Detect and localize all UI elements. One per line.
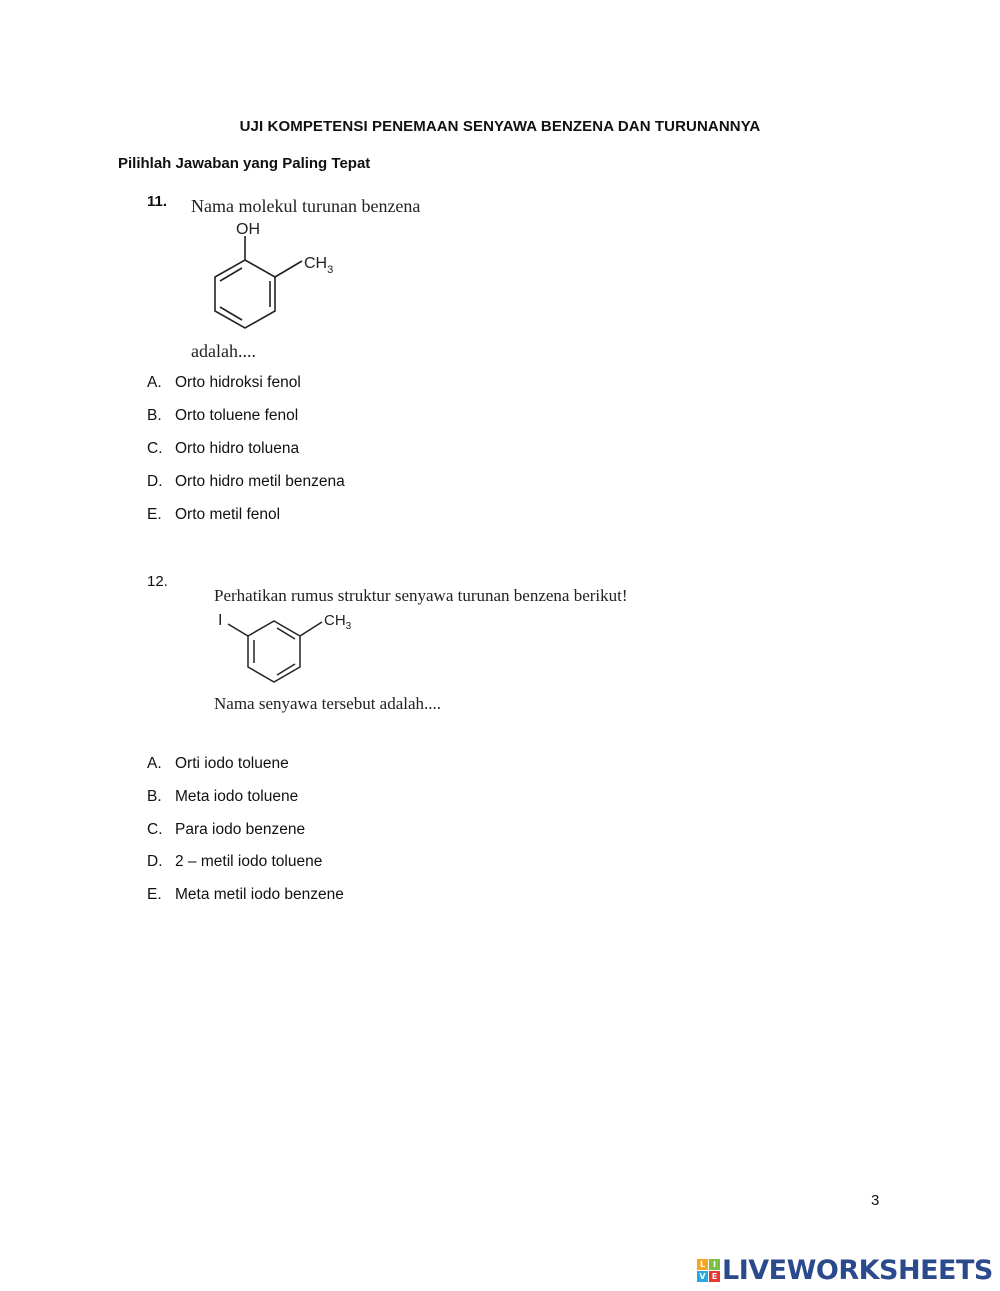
q12-option-a[interactable]: A. Orti iodo toluene — [147, 755, 289, 772]
q12-option-e[interactable]: E. Meta metil iodo benzene — [147, 886, 344, 903]
worksheet-title: UJI KOMPETENSI PENEMAAN SENYAWA BENZENA DAN TURUNANNYA — [239, 118, 761, 135]
benzene-ring-12 — [228, 621, 322, 682]
methyl-bond — [300, 622, 322, 636]
benzene-ring-11 — [215, 236, 302, 328]
q11-option-c[interactable]: C. Orto hidro toluena — [147, 440, 300, 457]
q12-option-c[interactable]: C. Para iodo benzene — [147, 821, 306, 838]
logo-block-v: V — [697, 1271, 708, 1282]
question-11-stem-end: adalah.... — [191, 341, 256, 361]
logo-block-l: L — [697, 1259, 708, 1270]
methyl-bond — [275, 261, 302, 277]
ch3-label: $CH_3$ — [324, 612, 352, 632]
iodo-bond — [228, 624, 248, 636]
q11-option-a[interactable]: A. Orto hidroksi fenol — [147, 374, 301, 391]
logo-block-i: I — [709, 1259, 720, 1270]
i-label: I — [218, 612, 223, 629]
hexagon — [248, 621, 300, 682]
liveworksheets-logo[interactable] — [697, 1255, 993, 1286]
q12-option-b[interactable]: B. Meta iodo toluene — [147, 788, 299, 805]
double-bond-2 — [220, 268, 242, 281]
question-12-stem-end: Nama senyawa tersebut adalah.... — [214, 694, 442, 713]
hexagon — [215, 260, 275, 328]
question-11-number: 11. — [147, 193, 168, 210]
logo-text: LIVEWORKSHEETS — [722, 1255, 993, 1286]
q11-option-b[interactable]: B. Orto toluene fenol — [147, 407, 299, 424]
oh-label: OH — [236, 221, 260, 238]
logo-blocks-icon — [697, 1259, 720, 1282]
double-bond-3 — [220, 307, 242, 320]
instruction: Pilihlah Jawaban yang Paling Tepat — [118, 155, 371, 172]
question-12-structure-diagram — [212, 606, 372, 686]
question-12-number: 12. — [147, 573, 168, 590]
page-number: 3 — [871, 1192, 880, 1209]
double-bond-3 — [277, 664, 295, 675]
q12-option-d[interactable]: D. 2 – metil iodo toluene — [147, 853, 323, 870]
q11-option-d[interactable]: D. Orto hidro metil benzena — [147, 473, 345, 490]
double-bond-2 — [277, 628, 295, 639]
question-12-stem: Perhatikan rumus struktur senyawa turunan benzena berikut! — [214, 586, 628, 605]
question-11-structure-diagram — [190, 218, 370, 338]
ch3-label: $CH_3$ — [304, 255, 334, 276]
q11-option-e[interactable]: E. Orto metil fenol — [147, 506, 281, 523]
question-11-stem: Nama molekul turunan benzena — [191, 196, 421, 216]
logo-block-e: E — [709, 1271, 720, 1282]
